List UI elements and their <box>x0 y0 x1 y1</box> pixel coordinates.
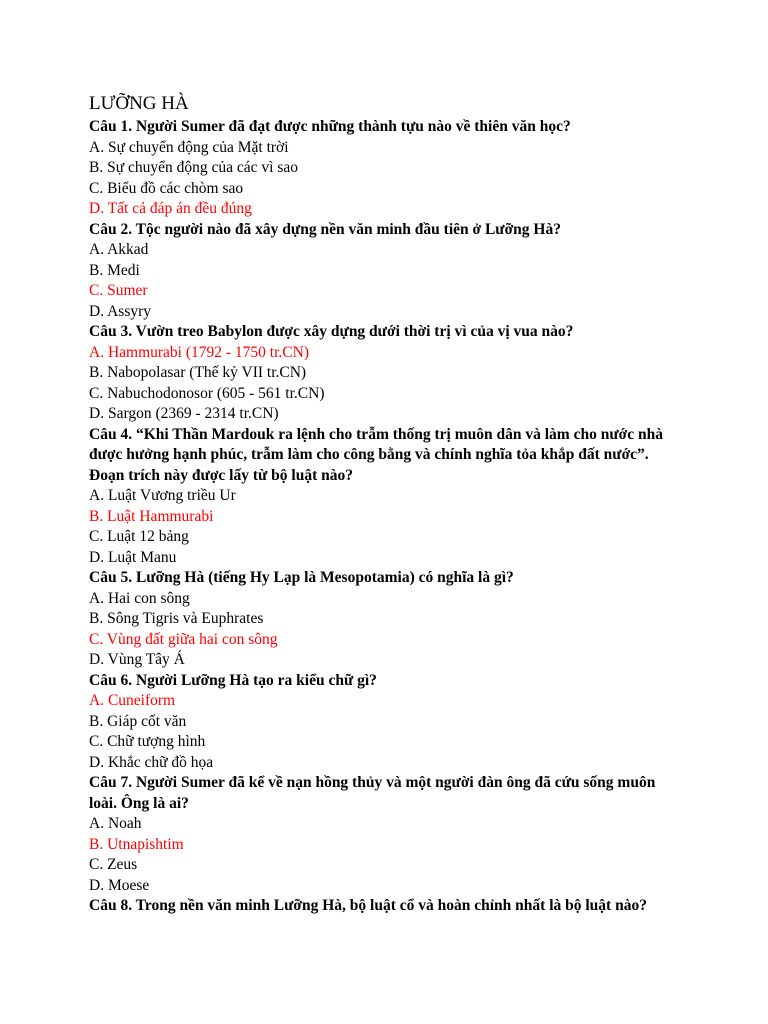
question-text: Câu 6. Người Lưỡng Hà tạo ra kiểu chữ gì? <box>89 671 377 689</box>
answer-option: C. Luật 12 bảng <box>89 528 189 545</box>
question-block <box>89 671 739 774</box>
answer-option: A. Hai con sông <box>89 589 190 607</box>
answer-option: D. Luật Manu <box>89 548 177 566</box>
question-text: Câu 2. Tộc người nào đã xây dựng nền văn minh đầu tiên ở Lưỡng Hà? <box>89 220 561 238</box>
document-page <box>89 92 739 917</box>
question-text-line: Câu 4. “Khi Thần Mardouk ra lệnh cho trẫm thống trị muôn dân và làm cho nước nhà <box>89 425 663 443</box>
question-block <box>89 896 739 917</box>
answer-option: D. Moese <box>89 876 150 894</box>
answer-option: A. Sự chuyển động của Mặt trời <box>89 138 289 156</box>
answer-option: B. Sông Tigris và Euphrates <box>89 610 264 627</box>
answer-option: C. Nabuchodonosor (605 - 561 tr.CN) <box>89 384 325 402</box>
answer-option: C. Biểu đồ các chòm sao <box>89 179 244 197</box>
answer-option: C. Zeus <box>89 856 138 873</box>
question-block <box>89 322 739 425</box>
question-text: Câu 5. Lưỡng Hà (tiếng Hy Lạp là Mesopotamia) có nghĩa là gì? <box>89 569 514 586</box>
answer-option: B. Giáp cốt văn <box>89 712 187 730</box>
question-block <box>89 568 739 671</box>
question-block <box>89 773 739 896</box>
document-title: LƯỠNG HÀ <box>89 93 189 114</box>
question-text: Câu 8. Trong nền văn minh Lưỡng Hà, bộ luật cổ và hoàn chỉnh nhất là bộ luật nào? <box>89 897 647 914</box>
correct-answer-option: A. Hammurabi (1792 - 1750 tr.CN) <box>89 343 309 361</box>
correct-answer-option: B. Utnapishtim <box>89 835 184 853</box>
question-text-line: Câu 7. Người Sumer đã kể về nạn hồng thủy và một người đàn ông đã cứu sống muôn <box>89 774 656 791</box>
answer-option: B. Medi <box>89 261 140 279</box>
question-text-line: được hưởng hạnh phúc, trẫm làm cho công bằng và chính nghĩa tỏa khắp đất nước”. <box>89 446 649 463</box>
correct-answer-option: A. Cuneiform <box>89 692 176 709</box>
answer-option: A. Akkad <box>89 241 149 258</box>
question-text-line: loài. Ông là ai? <box>89 794 189 812</box>
answer-option: D. Khắc chữ đồ họa <box>89 753 214 771</box>
answer-option: B. Nabopolasar (Thế kỷ VII tr.CN) <box>89 364 307 381</box>
answer-option: A. Luật Vương triều Ur <box>89 487 236 504</box>
question-block <box>89 425 739 569</box>
correct-answer-option: C. Vùng đất giữa hai con sông <box>89 630 278 648</box>
answer-option: A. Noah <box>89 815 142 832</box>
correct-answer-option: C. Sumer <box>89 282 148 299</box>
correct-answer-option: B. Luật Hammurabi <box>89 507 214 525</box>
answer-option: D. Sargon (2369 - 2314 tr.CN) <box>89 405 279 422</box>
question-text: Câu 3. Vườn treo Babylon được xây dựng dưới thời trị vì của vị vua nào? <box>89 323 574 340</box>
question-block <box>89 117 739 220</box>
question-block <box>89 220 739 323</box>
question-text: Câu 1. Người Sumer đã đạt được những thành tựu nào về thiên văn học? <box>89 118 571 135</box>
answer-option: D. Assyry <box>89 302 152 320</box>
correct-answer-option: D. Tất cả đáp án đều đúng <box>89 200 252 217</box>
answer-option: D. Vùng Tây Á <box>89 651 185 668</box>
answer-option: B. Sự chuyển động của các vì sao <box>89 159 298 176</box>
question-text-line: Đoạn trích này được lấy từ bộ luật nào? <box>89 466 354 484</box>
answer-option: C. Chữ tượng hình <box>89 733 206 750</box>
